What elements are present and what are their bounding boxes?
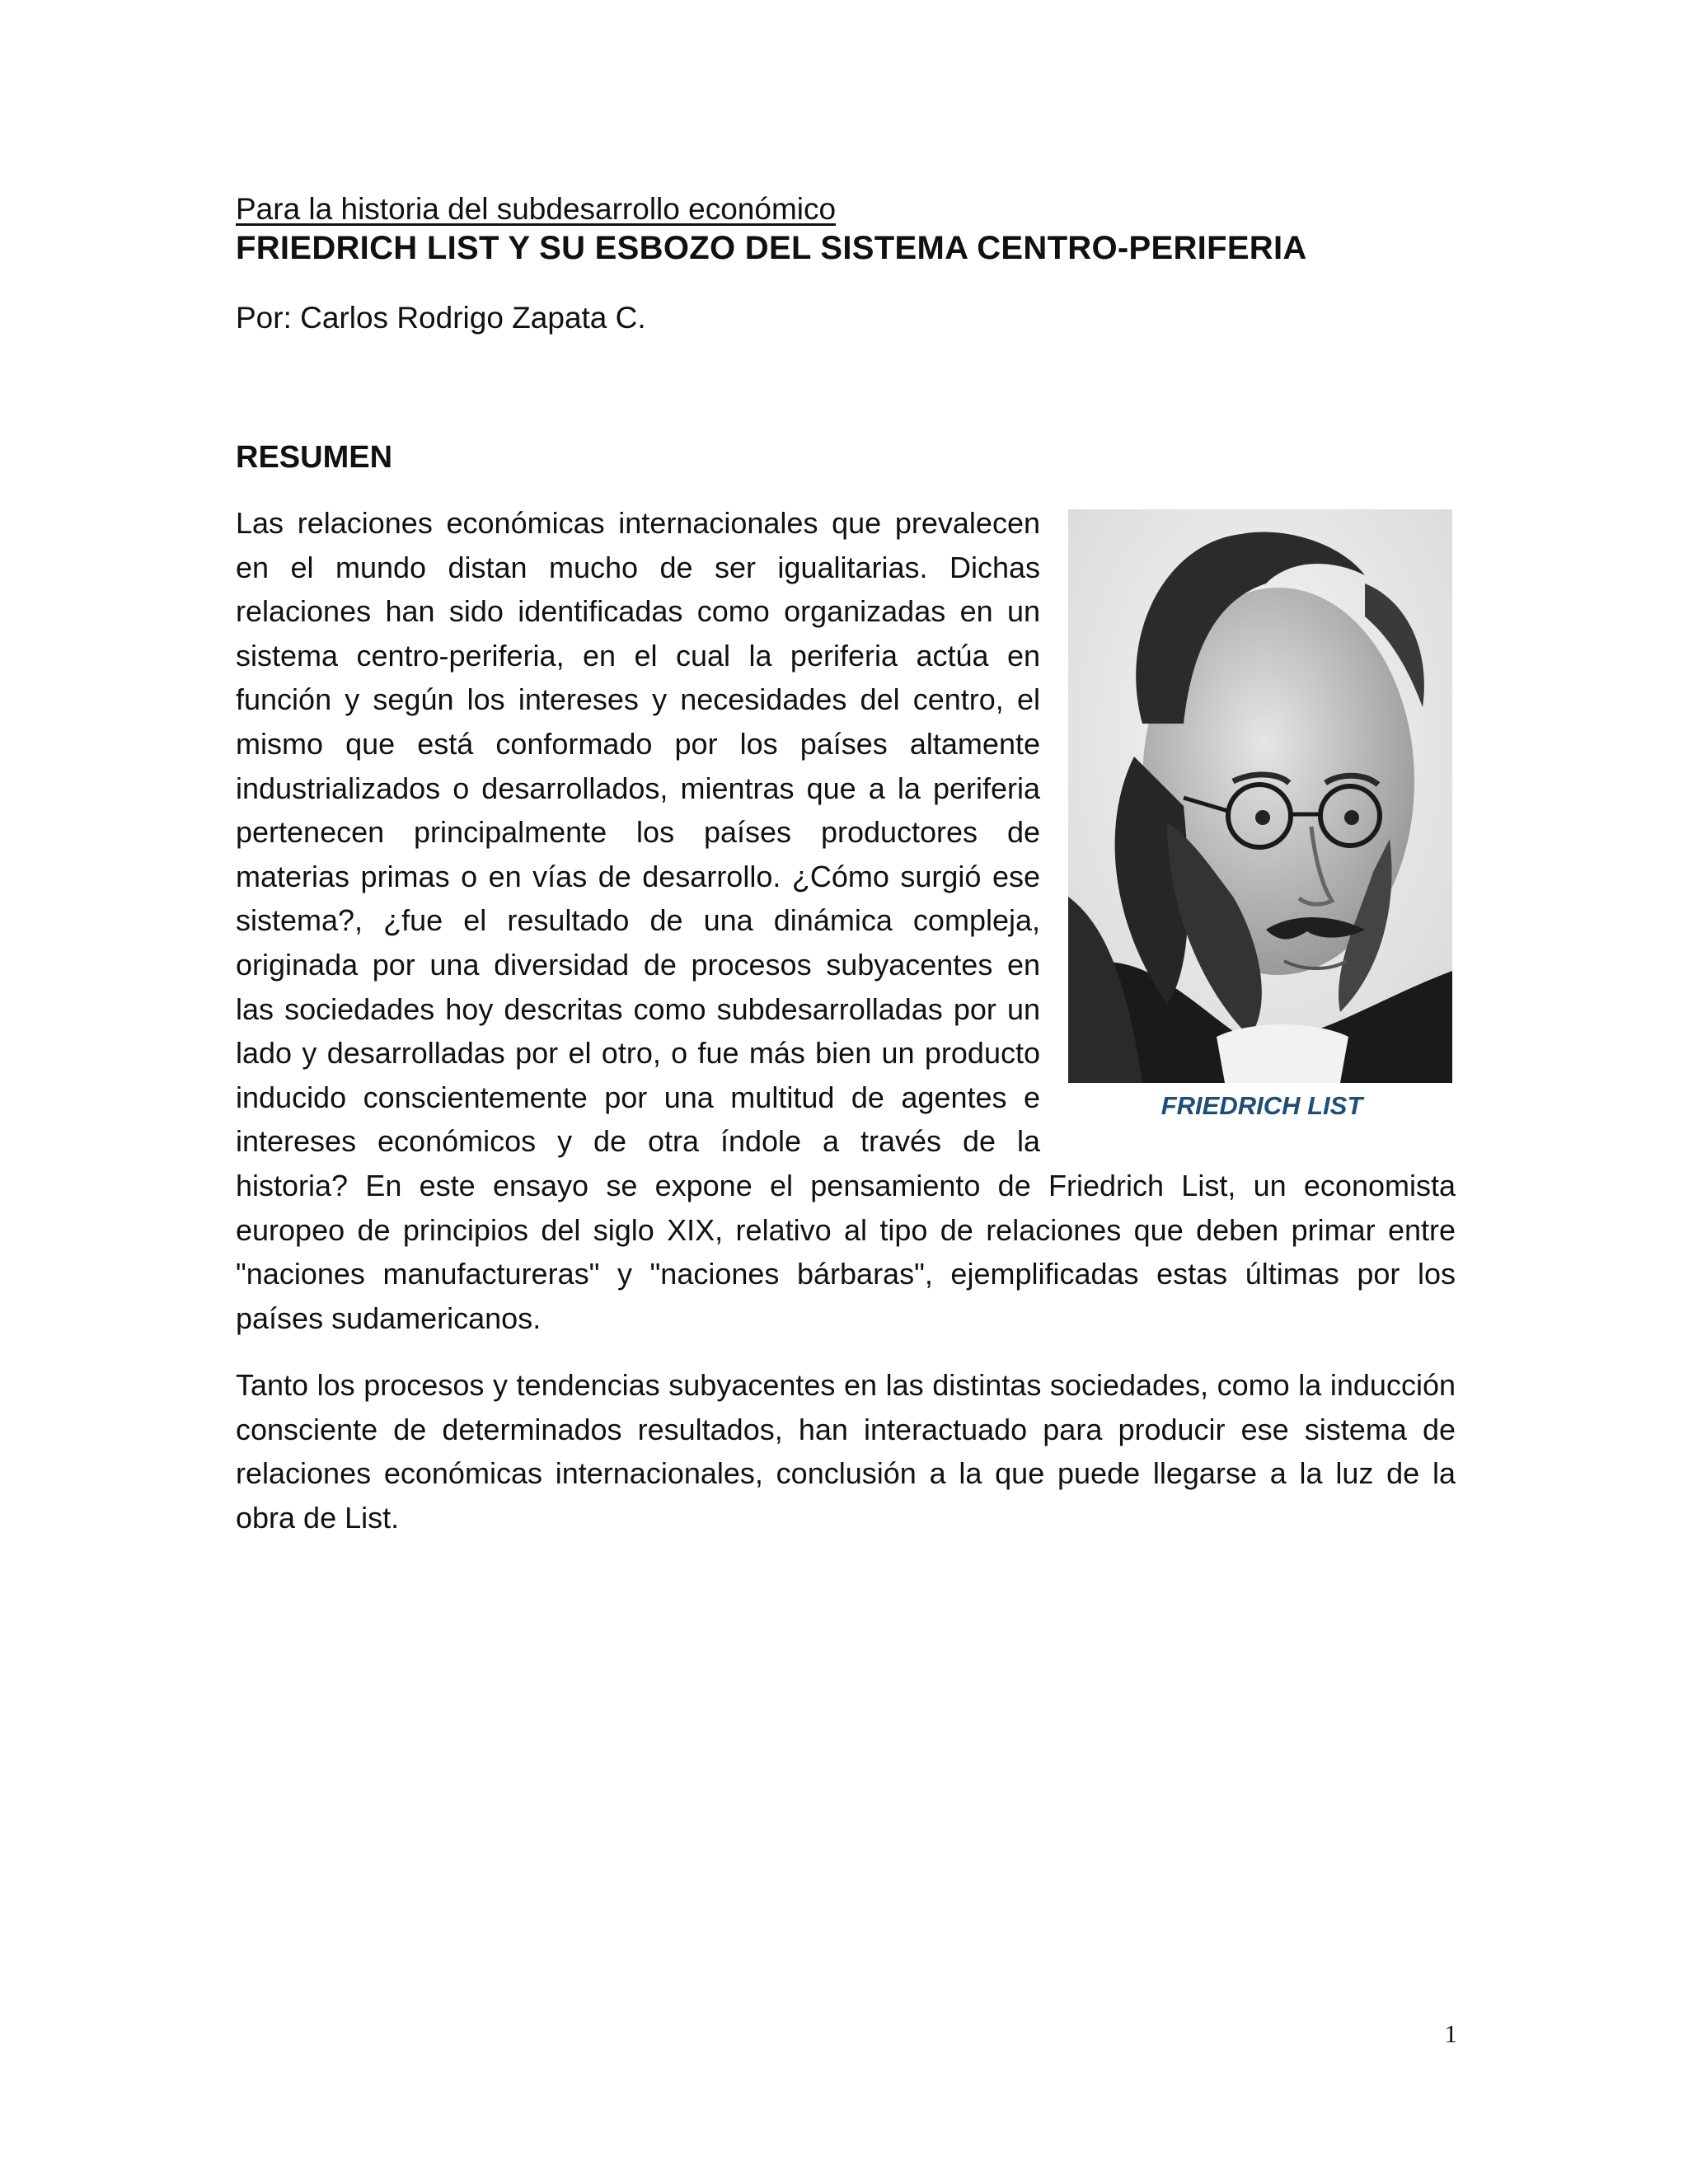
document-author: Por: Carlos Rodrigo Zapata C. xyxy=(236,301,646,335)
document-title: FRIEDRICH LIST Y SU ESBOZO DEL SISTEMA CENTRO-PERIFERIA xyxy=(236,230,1307,266)
abstract-paragraph-2: Tanto los procesos y tendencias subyacentes en las distintas sociedades, como la inducción consciente de determinados resultados, han interactuado para producir ese sistema de relaciones económicas internacionales, conclusión a la que puede llegarse a la luz de la obra de List. xyxy=(236,1368,1456,1535)
document-kicker: Para la historia del subdesarrollo económico xyxy=(236,192,837,226)
page-number: 1 xyxy=(1444,2019,1457,2048)
figure-caption: FRIEDRICH LIST xyxy=(1160,1091,1363,1120)
abstract-paragraph-1 xyxy=(236,501,1456,1340)
portrait-figure xyxy=(1068,509,1456,1126)
document-body xyxy=(236,191,1456,1540)
abstract-paragraph-1-text: Las relaciones económicas internacionales que prevalecen en el mundo distan mucho de ser igualitarias. Dichas relaciones han sido identificadas como organizadas en un sistema centro-periferia, en el cual la periferia actúa en función y según los intereses y necesidades del centro, el mismo que está conformado por los países altamente industrializados o desarrollados, mientras que a la periferia pertenecen principalmente los países productores de materias primas o en vías de desarrollo. ¿Cómo surgió ese sistema?, ¿fue el resultado de una dinámica compleja, originada por una diversidad de procesos subyacentes en las sociedades hoy descritas como subdesarrolladas por un lado y desarrolladas por el otro, o fue más bien un producto inducido conscientemente por una multitud de agentes e intereses económicos y de otra índole a través de la historia? En este ensayo se expone el pensamiento de Friedrich List, un economista europeo de principios del siglo XIX, relativo al tipo de relaciones que deben primar entre "naciones manufactureras" y "naciones bárbaras", ejemplificadas estas últimas por los países sudamericanos. xyxy=(236,506,1456,1335)
portrait-image xyxy=(1068,509,1452,1083)
section-heading: RESUMEN xyxy=(236,440,393,475)
